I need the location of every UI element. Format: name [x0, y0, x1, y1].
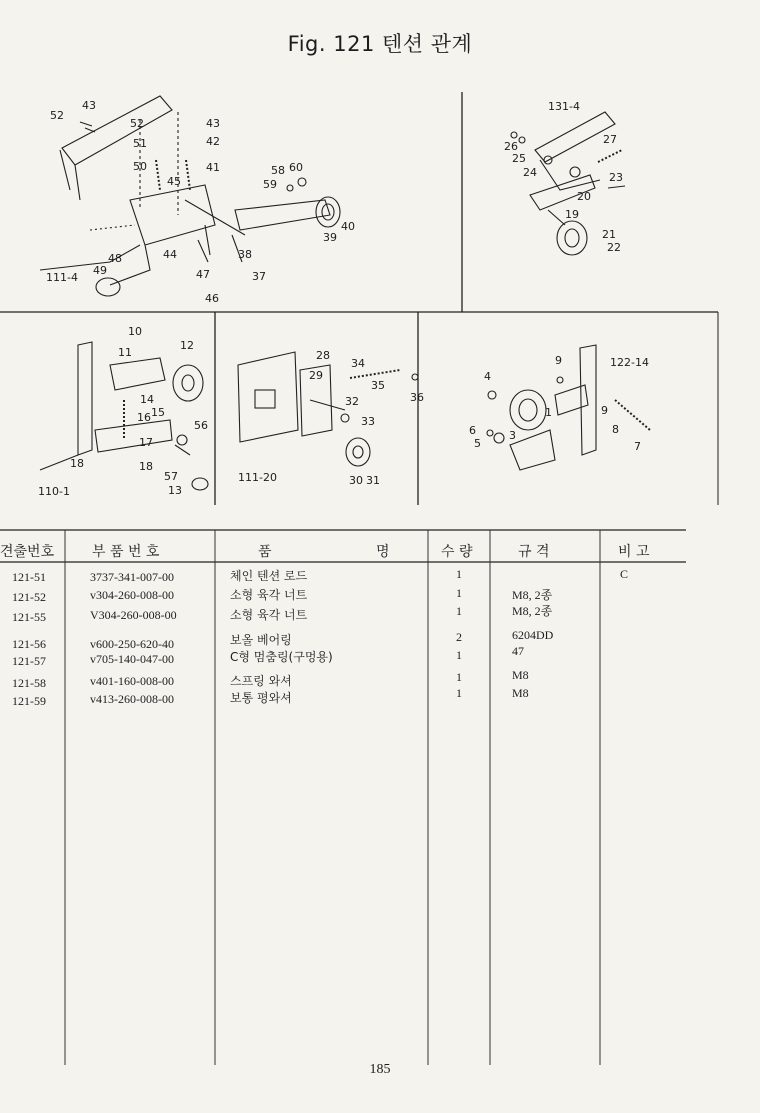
callouts-bottom-left [38, 325, 208, 498]
row-code: 121-59 [12, 694, 46, 708]
header-spec: 규 격 [518, 544, 550, 560]
row-code: 121-52 [12, 590, 46, 604]
row-part-number: v304-260-008-00 [90, 588, 174, 602]
callout: 50 [133, 160, 147, 173]
callout: 43 [82, 99, 96, 112]
assembly-chain-tension [40, 96, 340, 296]
callout: 25 [512, 152, 526, 165]
header-code: 견출번호 [0, 544, 55, 560]
callout: 14 [140, 393, 154, 406]
callout: 47 [196, 268, 210, 281]
callout: 35 [371, 379, 385, 392]
callout: 57 [164, 470, 178, 483]
row-spec: 47 [512, 644, 524, 658]
row-name: C형 멈춤링(구멍용) [230, 650, 333, 664]
row-spec: M8 [512, 686, 529, 700]
row-code: 121-55 [12, 610, 46, 624]
callout: 16 [137, 411, 151, 424]
callout: 34 [351, 357, 365, 370]
callout: 5 [474, 437, 481, 450]
row-part-number: v600-250-620-40 [90, 637, 174, 651]
callout: 43 [206, 117, 220, 130]
callout: 38 [238, 248, 252, 261]
row-spec: M8 [512, 668, 529, 682]
callout: 18 [139, 460, 153, 473]
row-part-number: v401-160-008-00 [90, 674, 174, 688]
callout: 58 [271, 164, 285, 177]
row-spec: M8, 2종 [512, 588, 553, 602]
row-name: 보올 베어링 [230, 633, 292, 647]
row-quantity: 1 [456, 586, 462, 600]
callout: 26 [504, 140, 518, 153]
callout: 13 [168, 484, 182, 497]
callout: 15 [151, 406, 165, 419]
row-code: 121-57 [12, 654, 46, 668]
parts-table-grid [0, 520, 760, 1080]
row-remark: C [620, 567, 629, 581]
row-name: 스프링 와셔 [230, 674, 292, 688]
callout: 52 [130, 117, 144, 130]
page-title: Fig. 121 텐션 관계 [287, 32, 473, 56]
callout: 27 [603, 133, 617, 146]
assembly-tension-bracket [238, 352, 418, 466]
callout: 21 [602, 228, 616, 241]
callout: 42 [206, 135, 220, 148]
callout: 44 [163, 248, 177, 261]
callout: 111-20 [238, 471, 277, 484]
callout: 122-14 [610, 356, 649, 369]
callout: 8 [612, 423, 619, 436]
row-quantity: 1 [456, 604, 462, 618]
callout: 110-1 [38, 485, 70, 498]
callout: 17 [139, 436, 153, 449]
assembly-tension-pulley [40, 342, 208, 490]
row-name: 보통 평와셔 [230, 691, 292, 705]
row-part-number: 3737-341-007-00 [90, 570, 174, 584]
callout: 9 [601, 404, 608, 417]
callout: 45 [167, 175, 181, 188]
header-remark: 비 고 [618, 544, 650, 560]
callout: 32 [345, 395, 359, 408]
callout: 24 [523, 166, 537, 179]
header-name-part-a: 품 [258, 544, 272, 560]
row-code: 121-58 [12, 676, 46, 690]
row-code: 121-51 [12, 570, 46, 584]
callout: 6 [469, 424, 476, 437]
row-part-number: V304-260-008-00 [90, 608, 177, 622]
callout: 49 [93, 264, 107, 277]
callout: 41 [206, 161, 220, 174]
callout: 33 [361, 415, 375, 428]
callout: 60 [289, 161, 303, 174]
callout: 46 [205, 292, 219, 305]
row-part-number: v413-260-008-00 [90, 692, 174, 706]
callout: 40 [341, 220, 355, 233]
callouts-top-right [504, 100, 623, 254]
header-quantity: 수 량 [441, 544, 473, 560]
callout: 10 [128, 325, 142, 338]
callout: 28 [316, 349, 330, 362]
callout: 31 [366, 474, 380, 487]
callout: 30 [349, 474, 363, 487]
row-spec: 6204DD [512, 628, 554, 642]
callout: 59 [263, 178, 277, 191]
callouts-bottom-right [469, 354, 649, 453]
callout: 111-4 [46, 271, 78, 284]
row-code: 121-56 [12, 637, 46, 651]
callout: 1 [545, 406, 552, 419]
callout: 39 [323, 231, 337, 244]
callouts-bottom-middle [238, 349, 424, 487]
callout: 7 [634, 440, 641, 453]
callout: 37 [252, 270, 266, 283]
callout: 20 [577, 190, 591, 203]
callout: 29 [309, 369, 323, 382]
callout: 51 [133, 137, 147, 150]
callout: 56 [194, 419, 208, 432]
exploded-parts-diagram [0, 60, 760, 520]
row-spec: M8, 2종 [512, 604, 553, 618]
row-quantity: 2 [456, 630, 462, 644]
callout: 22 [607, 241, 621, 254]
row-quantity: 1 [456, 567, 462, 581]
callout: 23 [609, 171, 623, 184]
callout: 9 [555, 354, 562, 367]
page-number: 185 [369, 1062, 391, 1077]
callout: 12 [180, 339, 194, 352]
callout: 36 [410, 391, 424, 404]
header-part-number: 부 품 번 호 [92, 544, 160, 560]
callout: 19 [565, 208, 579, 221]
row-quantity: 1 [456, 648, 462, 662]
callout: 11 [118, 346, 132, 359]
row-name: 체인 텐션 로드 [230, 569, 308, 583]
callout: 131-4 [548, 100, 580, 113]
callout: 48 [108, 252, 122, 265]
row-part-number: v705-140-047-00 [90, 652, 174, 666]
row-name: 소형 육각 너트 [230, 608, 308, 622]
callout: 52 [50, 109, 64, 122]
row-quantity: 1 [456, 686, 462, 700]
row-quantity: 1 [456, 670, 462, 684]
header-name-part-b: 명 [376, 544, 390, 560]
row-name: 소형 육각 너트 [230, 588, 308, 602]
callout: 4 [484, 370, 491, 383]
callout: 18 [70, 457, 84, 470]
callout: 3 [509, 429, 516, 442]
